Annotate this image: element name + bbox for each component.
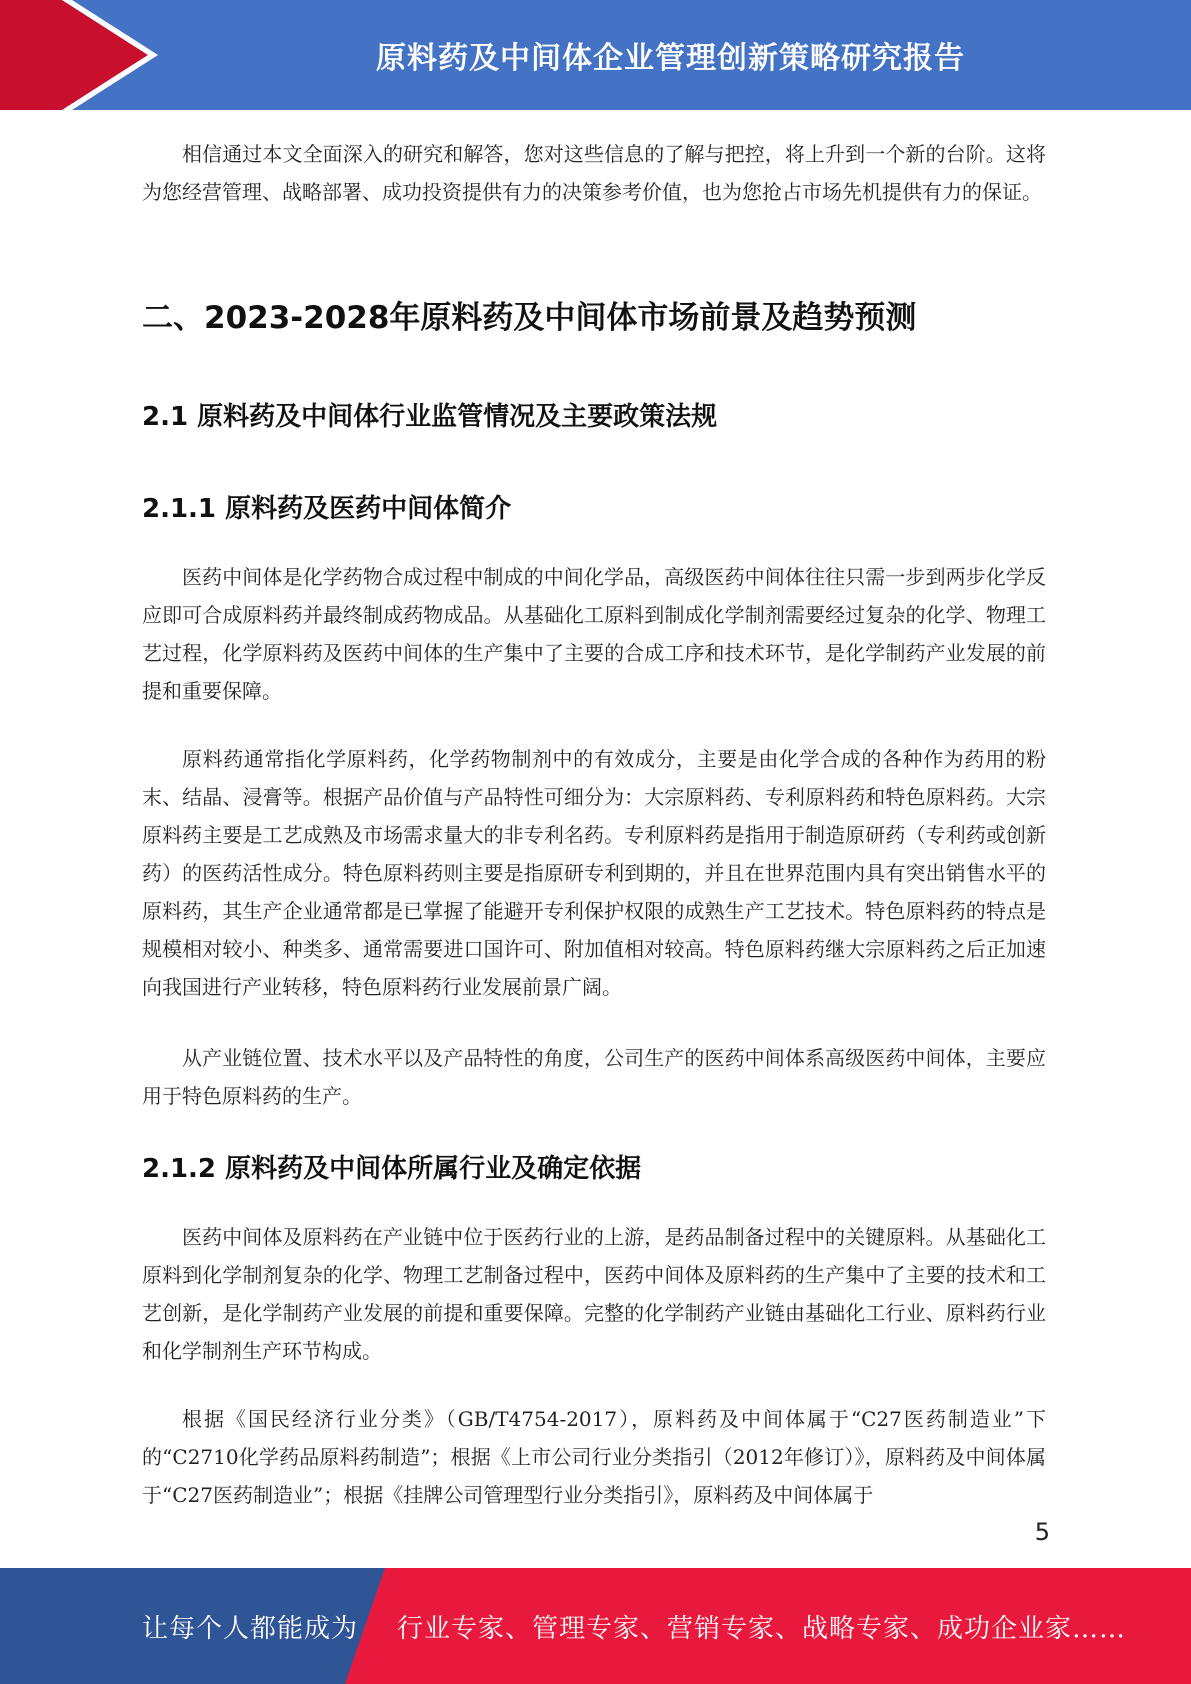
- paragraph: 医药中间体及原料药在产业链中位于医药行业的上游，是药品制备过程中的关键原料。从基础化工原料到化学制剂复杂的化学、物理工艺制备过程中，医药中间体及原料药的生产集中了主要的技术和工艺创新，是化学制药产业发展的前提和重要保障。完整的化学制药产业链由基础化工行业、原料药行业和化学制剂生产环节构成。: [142, 1225, 1046, 1363]
- paragraph: 从产业链位置、技术水平以及产品特性的角度，公司生产的医药中间体系高级医药中间体，主要应用于特色原料药的生产。: [142, 1046, 1046, 1108]
- paragraph: 医药中间体是化学药物合成过程中制成的中间化学品，高级医药中间体往往只需一步到两步化学反应即可合成原料药并最终制成药物成品。从基础化工原料到制成化学制剂需要经过复杂的化学、物理工艺过程，化学原料药及医药中间体的生产集中了主要的合成工序和技术环节，是化学制药产业发展的前提和重要保障。: [142, 565, 1046, 703]
- footer-slogan-right: 行业专家、管理专家、营销专家、战略专家、成功企业家……: [397, 1613, 1127, 1644]
- report-title: 原料药及中间体企业管理创新策略研究报告: [376, 41, 965, 76]
- header-arrow-icon: [0, 0, 160, 110]
- subsection-heading: 2.1 原料药及中间体行业监管情况及主要政策法规: [142, 402, 718, 432]
- footer-slogan-left: 让每个人都能成为: [142, 1613, 359, 1644]
- page-header: [0, 0, 1191, 110]
- section-2-1-1-body: [142, 558, 1046, 710]
- paragraph: 原料药通常指化学原料药，化学药物制剂中的有效成分，主要是由化学合成的各种作为药用的粉末、结晶、浸膏等。根据产品价值与产品特性可细分为：大宗原料药、专利原料药和特色原料药。大宗原料药主要是工艺成熟及市场需求量大的非专利名药。专利原料药是指用于制造原研药（专利药或创新药）的医药活性成分。特色原料药则主要是指原研专利到期的，并且在世界范围内具有突出销售水平的原料药，其生产企业通常都是已掌握了能避开专利保护权限的成熟生产工艺技术。特色原料药的特点是规模相对较小、种类多、通常需要进口国许可、附加值相对较高。特色原料药继大宗原料药之后正加速向我国进行产业转移，特色原料药行业发展前景广阔。: [142, 747, 1046, 999]
- section-2-1-2-body: [142, 1400, 1046, 1514]
- paragraph: 根据《国民经济行业分类》（GB/T4754-2017），原料药及中间体属于“C27医药制造业”下的“C2710化学药品原料药制造”；根据《上市公司行业分类指引（2012年修订）》，原料药及中间体属于“C27医药制造业”；根据《挂牌公司管理型行业分类指引》，原料药及中间体属于: [142, 1407, 1046, 1507]
- section-heading: 二、2023-2028年原料药及中间体市场前景及趋势预测: [142, 300, 917, 336]
- intro-block: [142, 135, 1046, 211]
- page-number: 5: [1034, 1518, 1050, 1546]
- page-footer: [0, 1568, 1191, 1684]
- intro-paragraph: 相信通过本文全面深入的研究和解答，您对这些信息的了解与把控，将上升到一个新的台阶。这将为您经营管理、战略部署、成功投资提供有力的决策参考价值，也为您抢占市场先机提供有力的保证。: [142, 142, 1046, 204]
- subsubsection-heading: 2.1.1 原料药及医药中间体简介: [142, 494, 512, 524]
- section-2-1-2-body: [142, 1218, 1046, 1370]
- subsubsection-heading: 2.1.2 原料药及中间体所属行业及确定依据: [142, 1154, 642, 1184]
- section-2-1-1-body: [142, 1039, 1046, 1115]
- section-2-1-1-body: [142, 740, 1046, 1006]
